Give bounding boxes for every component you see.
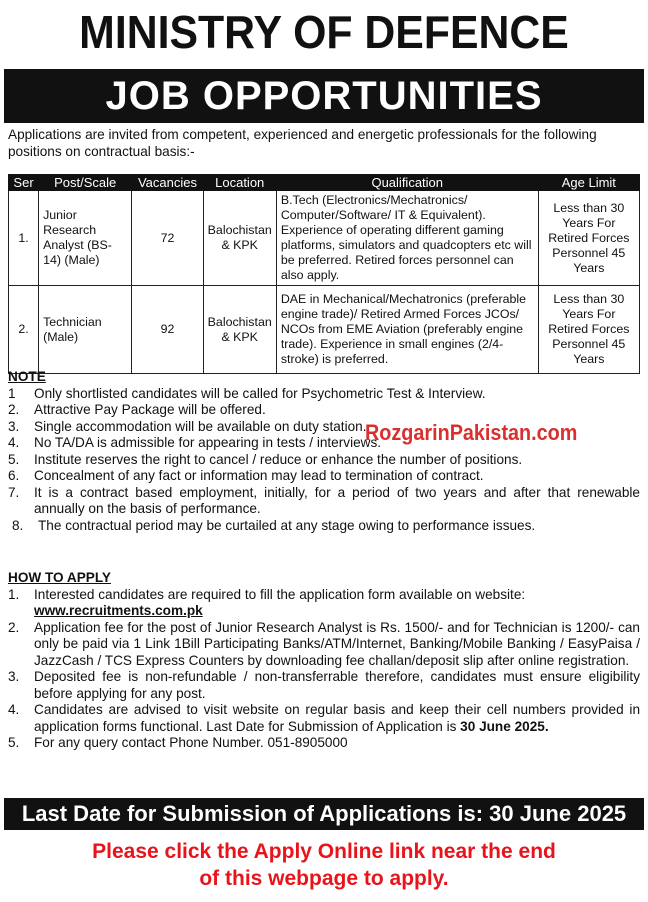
- list-item: [8, 402, 640, 419]
- item-text: It is a contract based employment, initially, for a period of two years and after that renewable annually on the basis of performance.: [34, 484, 640, 516]
- cell-post: Junior Research Analyst (BS-14) (Male): [39, 191, 132, 286]
- header-ser: Ser: [9, 175, 39, 191]
- cell-vacancies: 92: [132, 286, 203, 374]
- cell-vacancies: 72: [132, 191, 203, 286]
- list-item: [8, 452, 640, 469]
- apply-notice-line-2: of this webpage to apply.: [199, 867, 449, 890]
- list-item: [8, 669, 640, 702]
- cell-age-limit: Less than 30 Years For Retired Forces Personnel 45 Years: [538, 191, 639, 286]
- item-text: Interested candidates are required to fill the application form available on website:: [34, 586, 526, 602]
- recruitment-website-link[interactable]: www.recruitments.com.pk: [34, 603, 203, 618]
- item-text: [34, 702, 640, 735]
- item-number: 7.: [8, 484, 20, 500]
- positions-table: [8, 174, 640, 374]
- table-row: [9, 286, 640, 374]
- list-item: [8, 386, 640, 403]
- how-to-apply-section: [8, 570, 640, 752]
- item-text-main: Candidates are advised to visit website on regular basis and keep their cell numbers provided in application forms functional. Last Date for Submission of Application is: [34, 702, 640, 734]
- list-item: [8, 587, 640, 604]
- header-qualification: Qualification: [276, 175, 538, 191]
- how-to-apply-heading: HOW TO APPLY: [8, 570, 111, 585]
- item-number: 5.: [8, 735, 20, 750]
- header-vacancies: Vacancies: [132, 175, 203, 191]
- header-age-limit: Age Limit: [538, 175, 639, 191]
- item-text: Single accommodation will be available on duty station.: [34, 418, 367, 434]
- apply-online-notice: [0, 838, 648, 892]
- item-text: Institute reserves the right to cancel / reduce or enhance the number of positions.: [34, 451, 523, 467]
- item-text: For any query contact Phone Number. 051-8905000: [34, 735, 348, 750]
- list-item: [8, 735, 640, 752]
- item-number: 2.: [8, 619, 20, 635]
- table-row: [9, 191, 640, 286]
- cell-ser: 1.: [9, 191, 39, 286]
- item-number: 4.: [8, 435, 20, 450]
- item-number: 3.: [8, 418, 20, 434]
- site-watermark: RozgarinPakistan.com: [365, 420, 578, 445]
- header-post: Post/Scale: [39, 175, 132, 191]
- list-item: [8, 620, 640, 670]
- item-text: Deposited fee is non-refundable / non-transferrable therefore, candidates must ensure eligibility before applying for any post.: [34, 669, 640, 701]
- item-number: 3.: [8, 669, 20, 684]
- cell-location: Balochistan & KPK: [203, 286, 276, 374]
- list-item: [12, 518, 640, 535]
- item-text: Concealment of any fact or information may lead to termination of contract.: [34, 468, 484, 483]
- cell-location: Balochistan & KPK: [203, 191, 276, 286]
- list-item: [8, 468, 640, 485]
- header-location: Location: [203, 175, 276, 191]
- ministry-title: MINISTRY OF DEFENCE: [79, 6, 569, 58]
- cell-qualification: DAE in Mechanical/Mechatronics (preferable engine trade)/ Retired Armed Forces JCOs/ NCOs from EME Aviation (preferably engine trade). Experience in small engines (2/4-stroke) is preferred.: [276, 286, 538, 374]
- cell-post: Technician (Male): [39, 286, 132, 374]
- cell-ser: 2.: [9, 286, 39, 374]
- cell-qualification: B.Tech (Electronics/Mechatronics/ Computer/Software/ IT & Equivalent). Experience of operating different gaming platforms, simulators and quadcopters etc will be preferred. Retired forces personnel can also apply.: [276, 191, 538, 286]
- job-opportunities-banner: JOB OPPORTUNITIES: [4, 69, 644, 123]
- cell-age-limit: Less than 30 Years For Retired Forces Personnel 45 Years: [538, 286, 639, 374]
- item-number: 2.: [8, 402, 20, 417]
- list-item: [8, 702, 640, 735]
- item-number: 1: [8, 385, 16, 401]
- note-section: [8, 369, 640, 534]
- item-text: Attractive Pay Package will be offered.: [34, 402, 266, 417]
- list-item: [8, 485, 640, 518]
- note-heading: NOTE: [8, 369, 46, 384]
- item-number: 5.: [8, 451, 20, 467]
- apply-notice-line-1: Please click the Apply Online link near the end: [92, 840, 556, 863]
- last-date-inline: 30 June 2025.: [460, 718, 549, 734]
- item-text: Only shortlisted candidates will be called for Psychometric Test & Interview.: [34, 385, 486, 401]
- item-number: 4.: [8, 702, 20, 717]
- item-number: 1.: [8, 586, 20, 602]
- table-header-row: [9, 175, 640, 191]
- item-number: 8.: [12, 517, 24, 533]
- item-text: The contractual period may be curtailed at any stage owing to performance issues.: [38, 517, 536, 533]
- item-number: 6.: [8, 468, 20, 483]
- item-text: No TA/DA is admissible for appearing in tests / interviews.: [34, 435, 382, 450]
- item-text: Application fee for the post of Junior Research Analyst is Rs. 1500/- and for Technician is 1200/- can only be paid via 1 Link 1Bill Participating Banks/ATM/Internet, Banking/Mobile Banking / EasyPaisa / JazzCash / TCS Express Counters by downloading fee challan/deposit slip after online registration.: [34, 619, 640, 668]
- intro-text: Applications are invited from competent, experienced and energetic professionals for the following positions on contractual basis:-: [8, 127, 597, 159]
- last-date-banner: Last Date for Submission of Applications is: 30 June 2025: [4, 798, 644, 830]
